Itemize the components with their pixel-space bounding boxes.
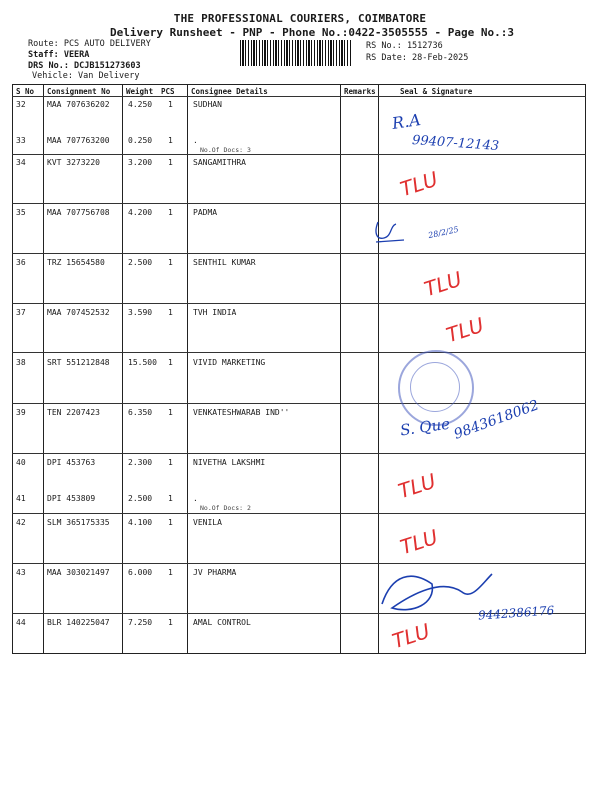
row-consignment-no: DPI 453809 <box>47 494 96 503</box>
row-consignment-no: KVT 3273220 <box>47 158 100 167</box>
row-pcs: 1 <box>168 100 173 109</box>
row-weight: 3.200 <box>128 158 153 167</box>
row-sno: 40 <box>16 458 26 467</box>
company-stamp <box>398 350 474 426</box>
row-consignee: NIVETHA LAKSHMI <box>193 458 266 467</box>
col-header-weight: Weight <box>126 87 154 96</box>
col-header-consignee: Consignee Details <box>191 87 268 96</box>
signature-35-scribble <box>370 210 410 250</box>
tlu-mark-42: TLU <box>397 524 441 560</box>
row-divider <box>12 203 586 204</box>
col-header-signature: Seal & Signature <box>400 87 473 96</box>
row-divider <box>12 453 586 454</box>
row-consignment-no: SRT 551212848 <box>47 358 110 367</box>
row-divider <box>12 253 586 254</box>
row-sno: 32 <box>16 100 26 109</box>
row-consignee: SENTHIL KUMAR <box>193 258 256 267</box>
row-divider <box>12 403 586 404</box>
col-divider <box>43 84 44 654</box>
row-consignment-no: BLR 140225047 <box>47 618 110 627</box>
vehicle-label: Vehicle: Van Delivery <box>32 71 140 81</box>
row-consignee: . <box>193 494 198 503</box>
row-sno: 35 <box>16 208 26 217</box>
row-sno: 33 <box>16 136 26 145</box>
row-pcs: 1 <box>168 308 173 317</box>
tlu-mark-36: TLU <box>421 266 465 302</box>
company-title: THE PROFESSIONAL COURIERS, COIMBATORE <box>173 12 427 25</box>
row-sno: 36 <box>16 258 26 267</box>
runsheet-title: Delivery Runsheet - PNP - Phone No.:0422-3505555 - Page No.:3 <box>110 26 514 39</box>
row-pcs: 1 <box>168 568 173 577</box>
row-consignee: AMAL CONTROL <box>193 618 251 627</box>
row-pcs: 1 <box>168 518 173 527</box>
tlu-mark-37: TLU <box>443 312 487 348</box>
signature-39b: 9843618062 <box>451 397 542 443</box>
row-consignee: PADMA <box>193 208 218 217</box>
row-sno: 41 <box>16 494 26 503</box>
signature-43: 9442386176 <box>477 603 555 623</box>
row-consignee: . <box>193 136 198 145</box>
staff-label: Staff: VEERA <box>28 50 90 60</box>
row-consignee: VENILA <box>193 518 222 527</box>
row-divider <box>12 303 586 304</box>
row-consignment-no: MAA 707452532 <box>47 308 110 317</box>
row-pcs: 1 <box>168 208 173 217</box>
col-divider <box>187 84 188 654</box>
row-divider <box>12 513 586 514</box>
row-weight: 15.500 <box>128 358 157 367</box>
row-weight: 4.100 <box>128 518 153 527</box>
row-consignment-no: SLM 365175335 <box>47 518 110 527</box>
row-pcs: 1 <box>168 458 173 467</box>
row-sno: 34 <box>16 158 26 167</box>
row-weight: 4.200 <box>128 208 153 217</box>
row-weight: 0.250 <box>128 136 153 145</box>
tlu-mark-44: TLU <box>389 618 433 654</box>
row-weight: 6.000 <box>128 568 153 577</box>
row-divider <box>12 352 586 353</box>
row-consignment-no: MAA 707636202 <box>47 100 110 109</box>
signature-39a: S. Que <box>398 414 452 440</box>
col-header-pcs: PCS <box>161 87 175 96</box>
row-sno: 42 <box>16 518 26 527</box>
row-sno: 39 <box>16 408 26 417</box>
row-pcs: 1 <box>168 158 173 167</box>
signature-33: 99407-12143 <box>411 132 500 155</box>
header-divider <box>12 96 586 97</box>
col-header-sno: S No <box>16 87 35 96</box>
row-weight: 4.250 <box>128 100 153 109</box>
row-consignment-no: MAA 707756708 <box>47 208 110 217</box>
row-pcs: 1 <box>168 358 173 367</box>
row-consignee: JV PHARMA <box>193 568 237 577</box>
signature-35: 28/2/25 <box>427 224 460 241</box>
row-consignment-no: MAA 303021497 <box>47 568 110 577</box>
row-pcs: 1 <box>168 136 173 145</box>
row-consignee: VENKATESHWARAB IND'' <box>193 408 290 417</box>
col-divider <box>340 84 341 654</box>
row-consignment-no: TRZ 15654580 <box>47 258 105 267</box>
col-header-remarks: Remarks <box>344 87 376 96</box>
tlu-mark-40: TLU <box>395 468 439 504</box>
col-divider <box>122 84 123 654</box>
route-label: Route: PCS AUTO DELIVERY <box>28 39 151 49</box>
row-sno: 38 <box>16 358 26 367</box>
barcode <box>240 40 352 66</box>
row-sno: 44 <box>16 618 26 627</box>
row-pcs: 1 <box>168 494 173 503</box>
row-sno: 37 <box>16 308 26 317</box>
row-consignee: SANGAMITHRA <box>193 158 246 167</box>
rs-date: RS Date: 28-Feb-2025 <box>366 53 469 63</box>
tlu-mark-34: TLU <box>397 166 441 202</box>
row-pcs: 1 <box>168 408 173 417</box>
row-weight: 2.500 <box>128 494 153 503</box>
row-consignee: TVH INDIA <box>193 308 237 317</box>
row-consignment-no: TEN 2207423 <box>47 408 100 417</box>
rs-number: RS No.: 1512736 <box>366 41 443 51</box>
row-pcs: 1 <box>168 618 173 627</box>
row-weight: 7.250 <box>128 618 153 627</box>
row-sno: 43 <box>16 568 26 577</box>
row-weight: 2.500 <box>128 258 153 267</box>
row-consignment-no: DPI 453763 <box>47 458 96 467</box>
row-weight: 6.350 <box>128 408 153 417</box>
row-consignee: VIVID MARKETING <box>193 358 266 367</box>
row-consignment-no: MAA 707763200 <box>47 136 110 145</box>
row-consignee: SUDHAN <box>193 100 222 109</box>
drs-label: DRS No.: DCJB151273603 <box>28 61 141 71</box>
col-header-consignment: Consignment No <box>47 87 111 96</box>
row-docs-count: No.Of Docs: 2 <box>200 504 251 512</box>
signature-43-scribble <box>372 564 502 620</box>
signature-32: R.A <box>390 110 422 133</box>
row-docs-count: No.Of Docs: 3 <box>200 146 251 154</box>
row-weight: 2.300 <box>128 458 153 467</box>
row-pcs: 1 <box>168 258 173 267</box>
row-divider <box>12 154 586 155</box>
row-weight: 3.590 <box>128 308 153 317</box>
